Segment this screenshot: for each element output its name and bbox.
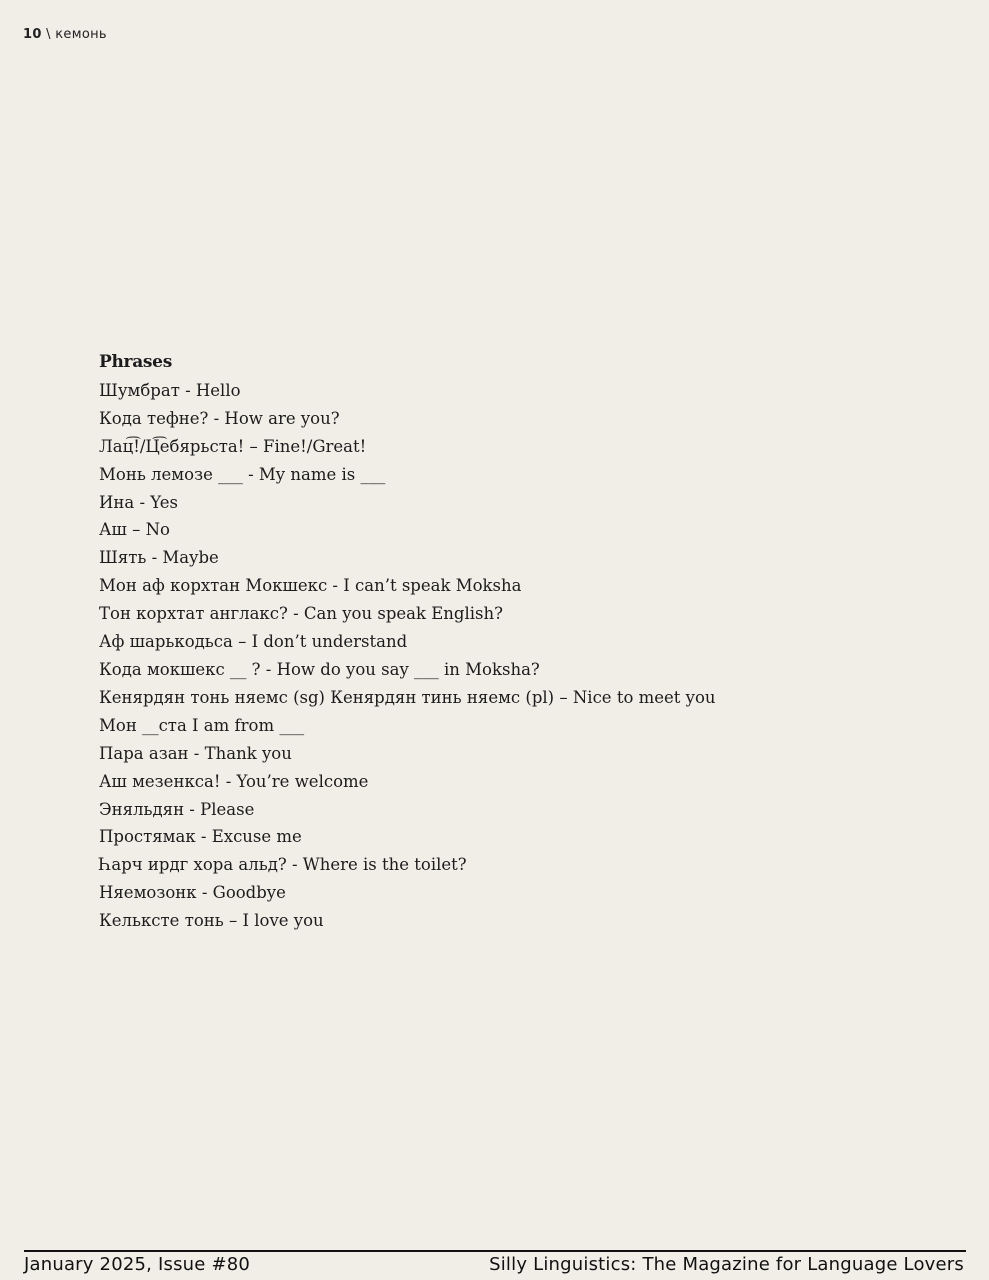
phrase-item: Пара азан - Thank you [99, 743, 292, 763]
phrase-item: Кода мокшекс __ ? - How do you say ___ in Moksha? [99, 659, 540, 679]
section-title: кемонь [55, 27, 107, 42]
phrase-item: Ина - Yes [99, 492, 178, 512]
phrase-item: Кенярдян тонь няемс (sg) Кенярдян тинь няемс (pl) – Nice to meet you [99, 687, 716, 707]
footer-divider [24, 1250, 966, 1252]
footer-issue: January 2025, Issue #80 [24, 1254, 251, 1275]
phrases-section [99, 349, 716, 935]
page-number: 10 [23, 27, 42, 42]
phrase-item: Тон корхтат англакс? - Can you speak English? [99, 604, 503, 624]
phrase-item: Лац͡!/Ц͡ебярьста! – Fine!/Great! [99, 436, 367, 456]
phrase-item: Шять - Maybe [99, 548, 219, 568]
phrase-item: Эняльдян - Please [99, 799, 255, 819]
phrase-item: Простямак - Excuse me [99, 827, 302, 847]
phrase-item: Аф шарькодьса – I don’t understand [99, 632, 408, 652]
phrase-item: Монь лемозе ___ - My name is ___ [99, 464, 386, 484]
phrase-item: Аш мезенкса! - You’re welcome [99, 771, 369, 791]
phrase-item: Мон аф корхтан Мокшекс - I can’t speak Moksha [99, 576, 522, 596]
footer-magazine-title: Silly Linguistics: The Magazine for Language Lovers [489, 1254, 964, 1275]
header-separator: \ [46, 27, 51, 42]
page-header [23, 27, 107, 42]
phrase-item: Няемозонк - Goodbye [99, 883, 286, 903]
page-footer [24, 1254, 964, 1275]
phrase-list [99, 377, 716, 935]
phrase-item: Аш – No [99, 520, 170, 540]
phrase-item: Шумбрат - Hello [99, 380, 241, 400]
phrase-item: Һарч ирдг хора альд? - Where is the toilet? [99, 855, 467, 875]
phrase-item: Кода тефне? - How are you? [99, 408, 340, 428]
phrase-item: Кельксте тонь – I love you [99, 911, 324, 931]
phrase-item: Мон __ста I am from ___ [99, 715, 305, 735]
phrases-heading: Phrases [99, 352, 172, 372]
